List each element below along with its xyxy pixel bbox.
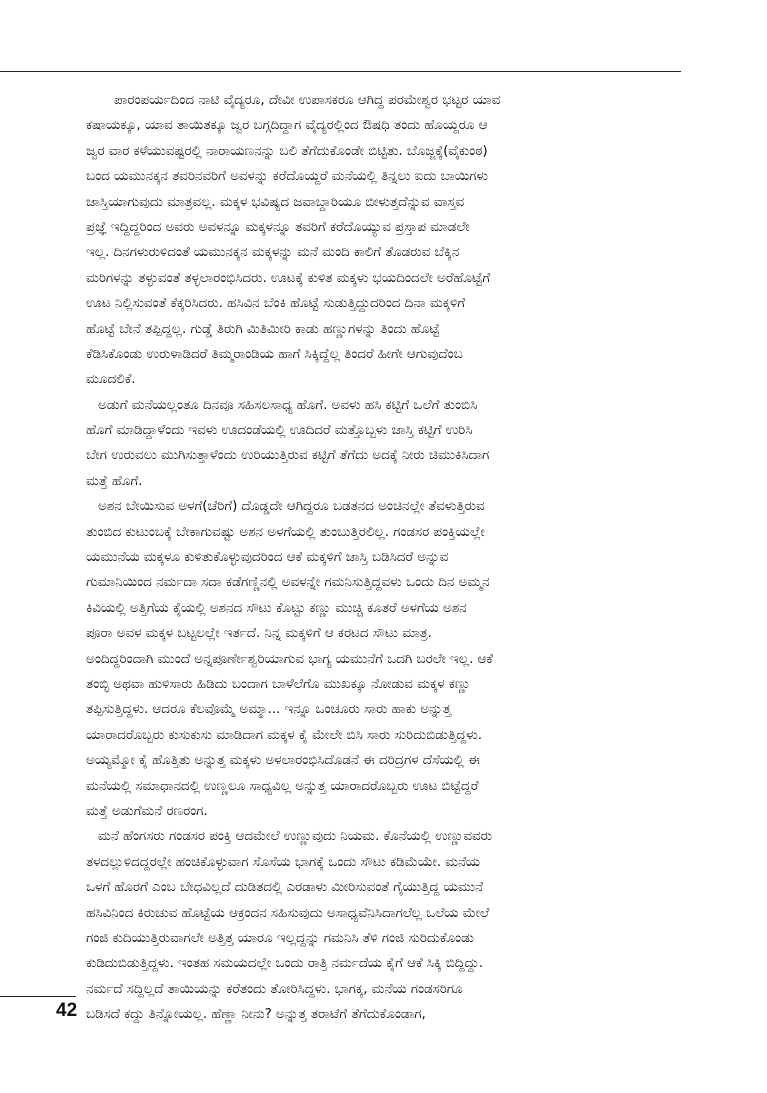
text-line: ಕೆಡಿಸಿಕೊಂಡು ಉರುಳಾಡಿದರೆ ತಿಮ್ಮರಾಂಡಿಯ ಹಾಗೆ ಸಿಕ್ಕಿದ್ದೆಲ್ಲ ತಿಂದರೆ ಹೀಗೇ ಆಗುವುದೆಂಬ <box>86 345 463 362</box>
text-line: ಹೊಟ್ಟೆ ಬೇನೆ ತಪ್ಪಿದ್ದಲ್ಲ. ಗುಡ್ಡೆ ತಿರುಗಿ ಮಿತಿಮೀರಿ ಕಾಡು ಹಣ್ಣುಗಳನ್ನು ತಿಂದು ಹೊಟ್ಟೆ <box>86 320 440 337</box>
header-rule <box>0 71 681 72</box>
text-line: ಬೇಗ ಉರುವಲು ಮುಗಿಸುತ್ತಾಳೆಂದು ಉರಿಯುತ್ತಿರುವ ಕಟ್ಟಿಗೆ ತೆಗೆದು ಅದಕ್ಕೆ ನೀರು ಚಿಮುಕಿಸಿದಾಗ <box>86 447 490 464</box>
text-line: ಮತ್ತೆ ಅಡುಗೆಮನೆ ರಣರಂಗ. <box>86 802 208 819</box>
text-line: ಯಾರಾದರೊಬ್ಬರು ಕುಸುಕುಸು ಮಾಡಿದಾಗ ಮಕ್ಕಳ ಕೈ ಮೇಲೇ ಬಿಸಿ ಸಾರು ಸುರಿದುಬಿಡುತ್ತಿದ್ದಳು. <box>86 726 483 743</box>
text-line: ನರ್ಮದೆ ಸದ್ದಿಲ್ಲದೆ ತಾಯಿಯನ್ನು ಕರೆತಂದು ತೋರಿಸಿದ್ದಳು. ಭಾಗಕ್ಕ, ಮನೆಯ ಗಂಡಸರಿಗೂ <box>86 980 463 997</box>
text-line: ಪ್ರಜ್ಞೆ ಇದ್ದಿದ್ದರಿಂದ ಅವರು ಅವಳನ್ನೂ ಮಕ್ಕಳನ್ನೂ ತವರಿಗೆ ಕರೆದೊಯ್ಯುವ ಪ್ರಸ್ತಾಪ ಮಾಡಲೇ <box>86 218 470 235</box>
text-line: ತುಂಬಿದ ಕುಟುಂಬಕ್ಕೆ ಬೇಕಾಗುವಷ್ಟು ಅಶನ ಅಳಗೆಯಲ್ಲಿ ತುಂಬುತ್ತಿರಲಿಲ್ಲ. ಗಂಡಸರ ಪಂಕ್ತಿಯಲ್ಲೇ <box>86 523 485 540</box>
text-line: ಪಾರಂಪರ್ಯದಿಂದ ನಾಟಿ ವೈದ್ಯರೂ, ದೇವೀ ಉಪಾಸಕರೂ ಆಗಿದ್ದ ಪರಮೇಶ್ವರ ಭಟ್ಟರ ಯಾವ <box>114 92 501 108</box>
text-line: ಜಾಸ್ತಿಯಾಗುವುದು ಮಾತ್ರವಲ್ಲ. ಮಕ್ಕಳ ಭವಿಷ್ಯದ ಜವಾಬ್ದಾರಿಯೂ ಬೀಳುತ್ತದೆನ್ನುವ ವಾಸ್ತವ <box>86 193 465 210</box>
text-line: ಮನೆ ಹೆಂಗಸರು ಗಂಡಸರ ಪಂಕ್ತಿ ಆದಮೇಲೆ ಉಣ್ಣುವುದು ನಿಯಮ. ಕೊನೆಯಲ್ಲಿ ಉಣ್ಣುವವರು <box>98 828 493 845</box>
text-line: ಅಯ್ಯಮ್ಮೋ ಕೈ ಹೊತ್ತಿತು ಅನ್ನುತ್ತ ಮಕ್ಕಳು ಅಳಲಾರಂಭಿಸಿದೊಡನೆ ಈ ದರಿದ್ರಗಳ ದೆಸೆಯಲ್ಲಿ ಈ <box>86 752 480 769</box>
text-line: ಬಂದ ಯಮುನಕ್ಕನ ತವರಿನವರಿಗೆ ಅವಳನ್ನು ಕರೆದೊಯ್ದರೆ ಮನೆಯಲ್ಲಿ ತಿನ್ನಲು ಐದು ಬಾಯಿಗಳು <box>86 168 488 185</box>
text-line: ಪೂರಾ ಅವಳ ಮಕ್ಕಳ ಬಟ್ಟಲಲ್ಲೇ ಇರ್ತದೆ. ನಿನ್ನ ಮಕ್ಕಳಿಗೆ ಆ ಕರಟದ ಸೌಟು ಮಾತ್ರ. <box>86 625 432 642</box>
text-line: ತಳದಲ್ಲುಳಿದದ್ದರಲ್ಲೇ ಹಂಚಿಕೊಳ್ಳುವಾಗ ಸೊಸೆಯ ಭಾಗಕ್ಕೆ ಒಂದು ಸೌಟು ಕಡಿಮೆಯೇ. ಮನೆಯ <box>86 853 481 870</box>
text-line: ಗುಮಾನಿಯಿಂದ ನರ್ಮದಾ ಸದಾ ಕಡೆಗಣ್ಣಿನಲ್ಲಿ ಅವಳನ್ನೇ ಗಮನಿಸುತ್ತಿದ್ದವಳು ಒಂದು ದಿನ ಅಮ್ಮನ <box>86 574 490 591</box>
text-line: ಬಡಿಸದೆ ಕದ್ದು ತಿನ್ನೋಯಲ್ಲ. ಹೆಣ್ಣಾ ನೀನು? ಅನ್ನುತ್ತ ತರಾಟೆಗೆ ತೆಗೆದುಕೊಂಡಾಗ, <box>86 1006 426 1023</box>
text-line: ತಂಬ್ಳಿ ಅಥವಾ ಹುಳಿಸಾರು ಹಿಡಿದು ಬಂದಾಗ ಬಾಳೆಲೆಗೊ ಮುಖಕ್ಕೂ ನೋಡುವ ಮಕ್ಕಳ ಕಣ್ಣು <box>86 675 471 692</box>
text-line: ಕುಡಿದುಬಿಡುತ್ತಿದ್ದಳು. ಇಂತಹ ಸಮಯದಲ್ಲೇ ಒಂದು ರಾತ್ರಿ ನರ್ಮದೆಯ ಕೈಗೆ ಆಕೆ ಸಿಕ್ಕಿ ಬಿದ್ದಿದ್ದು. <box>86 955 484 972</box>
text-line: ತಪ್ಪಿಸುತ್ತಿದ್ದಳು. ಆದರೂ ಕೆಲವೊಮ್ಮೆ ಅಮ್ಮಾ... ಇನ್ನೂ ಒಂಚೂರು ಸಾರು ಹಾಕು ಅನ್ನುತ್ತ <box>86 701 451 718</box>
text-line: ಗಂಜಿ ಕುದಿಯುತ್ತಿರುವಾಗಲೇ ಅತ್ತಿತ್ತ ಯಾರೂ ಇಲ್ಲದ್ದನ್ನು ಗಮನಿಸಿ ತೆಳಿ ಗಂಜಿ ಸುರಿದುಕೊಂಡು <box>86 929 474 946</box>
text-line: ಕಷಾಯಕ್ಕೂ, ಯಾವ ತಾಯಿತಕ್ಕೂ ಜ್ವರ ಬಗ್ಗದಿದ್ದಾಗ ವೈದ್ಯರಲ್ಲಿಂದ ಔಷಧಿ ತಂದು ಹೊಯ್ದರೂ ಆ <box>86 117 488 134</box>
text-line: ಮತ್ತೆ ಹೊಗೆ. <box>86 472 143 489</box>
text-line: ಜ್ವರ ವಾರ ಕಳೆಯುವಷ್ಟರಲ್ಲಿ ನಾರಾಯಣನನ್ನು ಬಲಿ ತೆಗೆದುಕೊಂಡೇ ಬಿಟ್ಟಿತು. ಬೊಜ್ಜಕ್ಕೆ(ವೈಕುಂಠ) <box>86 142 488 159</box>
text-line: ಮನೆಯಲ್ಲಿ ಸಮಾಧಾನದಲ್ಲಿ ಉಣ್ಣಲೂ ಸಾಧ್ಯವಿಲ್ಲ ಅನ್ನುತ್ತ ಯಾರಾದರೊಬ್ಬರು ಊಟ ಬಿಟ್ಟೆದ್ದರೆ <box>86 777 479 794</box>
body-text <box>86 88 680 1023</box>
text-line: ಅಶನ ಬೇಯಿಸುವ ಅಳಗೆ(ಚೆರಿಗೆ) ದೊಡ್ಡದೇ ಆಗಿದ್ದರೂ ಬಡತನದ ಅಂಚಿನಲ್ಲೇ ತೆವಳುತ್ತಿರುವ <box>98 498 485 515</box>
text-line: ಇಲ್ಲ. ದಿನಗಳುರುಳಿದಂತೆ ಯಮುನಕ್ಕನ ಮಕ್ಕಳನ್ನು ಮನೆ ಮಂದಿ ಕಾಲಿಗೆ ತೊಡರುವ ಬೆಕ್ಕಿನ <box>86 244 460 261</box>
text-line: ಊಟ ನಿಲ್ಲಿಸುವಂತೆ ಕೆಕ್ಕರಿಸಿದರು. ಹಸಿವಿನ ಬೆಂಕಿ ಹೊಟ್ಟೆ ಸುಡುತ್ತಿದ್ದುದರಿಂದ ದಿನಾ ಮಕ್ಕಳಿಗೆ <box>86 295 466 312</box>
text-line: ಅಡುಗೆ ಮನೆಯಲ್ಲಂತೂ ದಿನವೂ ಸಹಿಸಲಸಾಧ್ಯ ಹೊಗೆ. ಅವಳು ಹಸಿ ಕಟ್ಟಿಗೆ ಒಲೆಗೆ ತುಂಬಿಸಿ <box>98 396 478 413</box>
page-number: 42 <box>56 1000 78 1021</box>
text-line: ಕಿವಿಯಲ್ಲಿ ಅತ್ತಿಗೆಯ ಕೈಯಲ್ಲಿ ಅಶನದ ಸೌಟು ಕೊಟ್ಟು ಕಣ್ಣು ಮುಚ್ಚಿ ಕೂತರೆ ಅಳಗೆಯ ಅಶನ <box>86 599 467 616</box>
text-line: ಅಂದಿದ್ದರಿಂದಾಗಿ ಮುಂದೆ ಅನ್ನಪೂರ್ಣೇಶ್ವರಿಯಾಗುವ ಭಾಗ್ಯ ಯಮುನೆಗೆ ಒದಗಿ ಬರಲೇ ಇಲ್ಲ. ಆಕೆ <box>86 650 493 667</box>
text-line: ಮರಿಗಳನ್ನು ತಳ್ಳುವಂತೆ ತಳ್ಳಲಾರಂಭಿಸಿದರು. ಊಟಕ್ಕೆ ಕುಳಿತ ಮಕ್ಕಳು ಭಯದಿಂದಲೇ ಅರೆಹೊಟ್ಟೆಗೆ <box>86 269 491 286</box>
text-line: ಒಳಗೆ ಹೊರಗೆ ಎಂಬ ಬೇಧವಿಲ್ಲದೆ ದುಡಿತದಲ್ಲಿ ಎರಡಾಳು ಮೀರಿಸುವಂತೆ ಗೈಯುತ್ತಿದ್ದ ಯಮುನೆ <box>86 879 484 896</box>
text-line: ಯಮುನೆಯ ಮಕ್ಕಳೂ ಕುಳಿತುಕೊಳ್ಳುವುದರಿಂದ ಆಕೆ ಮಕ್ಕಳಿಗೆ ಜಾಸ್ತಿ ಬಡಿಸಿದರೆ ಅನ್ನುವ <box>86 549 449 566</box>
text-line: ಹಸಿವಿನಿಂದ ಕಿರುಚುವ ಹೊಟ್ಟೆಯ ಆಕ್ರಂದನ ಸಹಿಸುವುದು ಅಸಾಧ್ಯವೆನಿಸಿದಾಗಲೆಲ್ಲ ಒಲೆಯ ಮೇಲೆ <box>86 904 490 921</box>
footer-rule <box>0 996 76 997</box>
text-line: ಹೊಗೆ ಮಾಡಿದ್ದಾಳೆಂದು ಇವಳು ಊದಂಡೆಯಲ್ಲಿ ಊದಿದರೆ ಮತ್ತೊಬ್ಬಳು ಜಾಸ್ತಿ ಕಟ್ಟಿಗೆ ಉರಿಸಿ <box>86 422 473 439</box>
text-line: ಮೂದಲಿಕೆ. <box>86 371 136 388</box>
